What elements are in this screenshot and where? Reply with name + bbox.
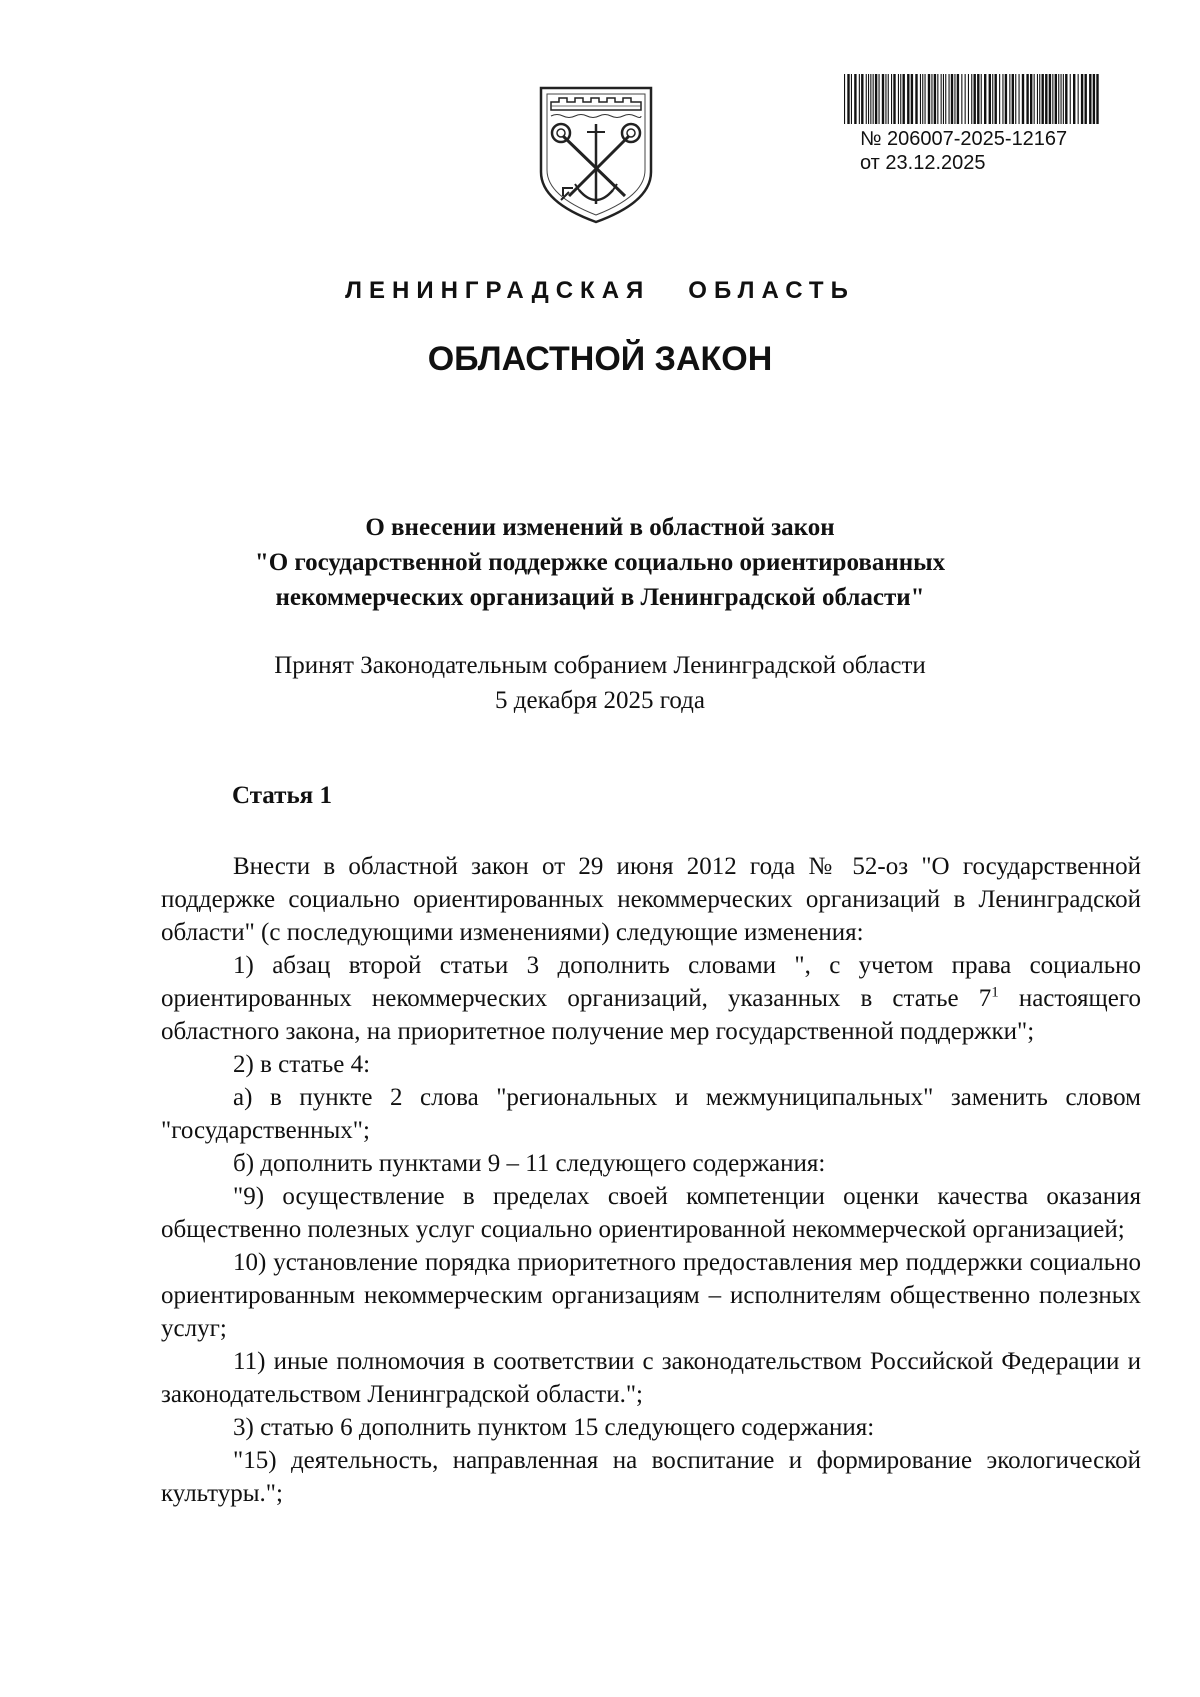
barcode-bar bbox=[1093, 74, 1095, 124]
paragraph: 11) иные полномочия в соответствии с законодательством Российской Федерации и законодательством Ленинградской области."; bbox=[161, 1348, 1141, 1408]
paragraph: "15) деятельность, направленная на воспитание и формирование экологической культуры."; bbox=[161, 1447, 1141, 1507]
paragraph: Внести в областной закон от 29 июня 2012 года № 52-оз "О государственной поддержке социально ориентированных некоммерческих организаций в Ленинградской области" (с последующими изменениями) следующие изменения: bbox=[161, 853, 1141, 946]
region-word-1: ЛЕНИНГРАДСКАЯ bbox=[345, 277, 651, 304]
barcode-bar bbox=[937, 74, 938, 124]
barcode-bar bbox=[1030, 74, 1032, 124]
barcode-bar bbox=[981, 74, 982, 124]
barcode-bar bbox=[943, 74, 944, 124]
barcode-bar bbox=[851, 74, 852, 124]
barcode-bar bbox=[1065, 74, 1067, 124]
barcode-bar bbox=[866, 74, 867, 124]
barcode-bar bbox=[1073, 74, 1075, 124]
barcode-bar bbox=[1037, 74, 1038, 124]
barcode-bar bbox=[934, 74, 936, 124]
registration-info bbox=[860, 127, 1067, 175]
barcode-bar bbox=[984, 74, 986, 124]
barcode-bar bbox=[954, 74, 955, 124]
barcode-bar bbox=[1002, 74, 1003, 124]
barcode-bar bbox=[1005, 74, 1007, 124]
paragraph bbox=[161, 949, 1141, 1048]
barcode-bar bbox=[920, 74, 921, 124]
registration-number: № 206007-2025-12167 bbox=[860, 128, 1068, 150]
barcode-bar bbox=[945, 74, 946, 124]
article-body bbox=[161, 850, 1141, 1510]
paragraph: а) в пункте 2 слова "региональных и межмуниципальных" заменить словом "государственных"; bbox=[161, 1084, 1141, 1144]
barcode-bar bbox=[1055, 74, 1057, 124]
barcode-bar bbox=[1061, 74, 1062, 124]
registration-date: от 23.12.2025 bbox=[860, 152, 986, 174]
barcode-icon bbox=[842, 74, 1102, 124]
barcode-bar bbox=[854, 74, 856, 124]
paragraph: 3) статью 6 дополнить пунктом 15 следующего содержания: bbox=[233, 1414, 875, 1441]
barcode-bar bbox=[1019, 74, 1020, 124]
barcode-bar bbox=[903, 74, 905, 124]
adoption-date: 5 декабря 2025 года bbox=[495, 687, 705, 714]
barcode-bar bbox=[922, 74, 923, 124]
barcode-bar bbox=[957, 74, 959, 124]
paragraph-text: настоящего областного закона, на приоритетное получение мер государственной поддержки"; bbox=[161, 985, 1141, 1045]
barcode-bar bbox=[928, 74, 930, 124]
barcode-bar bbox=[1063, 74, 1064, 124]
adoption-note bbox=[120, 648, 1080, 718]
barcode-bar bbox=[951, 74, 953, 124]
barcode-bar bbox=[974, 74, 976, 124]
barcode-bar bbox=[1078, 74, 1079, 124]
barcode-bar bbox=[965, 74, 966, 124]
barcode-bar bbox=[931, 74, 932, 124]
barcode-bar bbox=[949, 74, 950, 124]
barcode-bar bbox=[873, 74, 874, 124]
law-title bbox=[120, 510, 1080, 615]
barcode-bar bbox=[925, 74, 926, 124]
barcode-bar bbox=[995, 74, 997, 124]
region-heading bbox=[0, 277, 1200, 305]
barcode-bar bbox=[1049, 74, 1051, 124]
barcode-bar bbox=[911, 74, 913, 124]
barcode-bar bbox=[900, 74, 901, 124]
barcode-bar bbox=[941, 74, 942, 124]
paragraph: 2) в статье 4: bbox=[233, 1051, 371, 1078]
barcode-bar bbox=[989, 74, 991, 124]
paragraph-text: 1) абзац второй статьи 3 дополнить словами ", с учетом права социально ориентированных некоммерческих организаций, указанных в статье 7 bbox=[161, 952, 1141, 1012]
barcode-bar bbox=[898, 74, 899, 124]
barcode-bar bbox=[999, 74, 1000, 124]
barcode-bar bbox=[1012, 74, 1014, 124]
barcode-bar bbox=[875, 74, 877, 124]
barcode-bar bbox=[861, 74, 863, 124]
barcode-bar bbox=[891, 74, 892, 124]
barcode-bar bbox=[844, 74, 845, 124]
article-heading: Статья 1 bbox=[232, 782, 332, 809]
barcode-bar bbox=[888, 74, 889, 124]
adoption-line: Принят Законодательным собранием Ленинградской области bbox=[274, 652, 926, 679]
coat-of-arms-icon bbox=[535, 84, 657, 226]
barcode-bar bbox=[1026, 74, 1028, 124]
barcode-bar bbox=[870, 74, 871, 124]
barcode-bar bbox=[1009, 74, 1010, 124]
paragraph: 10) установление порядка приоритетного предоставления мер поддержки социально ориентированным некоммерческим организациям – исполнителям общественно полезных услуг; bbox=[161, 1249, 1141, 1342]
paragraph: б) дополнить пунктами 9 – 11 следующего содержания: bbox=[233, 1150, 826, 1177]
law-title-line: некоммерческих организаций в Ленинградской области" bbox=[275, 584, 925, 611]
barcode-bar bbox=[1096, 74, 1098, 124]
barcode-bar bbox=[1039, 74, 1040, 124]
law-title-line: О внесении изменений в областной закон bbox=[365, 514, 835, 541]
law-title-line: "О государственной поддержке социально ориентированных bbox=[254, 549, 946, 576]
barcode-bar bbox=[1089, 74, 1091, 124]
barcode-bar bbox=[1081, 74, 1083, 124]
barcode-bar bbox=[1034, 74, 1035, 124]
barcode-bar bbox=[859, 74, 860, 124]
barcode-bar bbox=[1045, 74, 1047, 124]
barcode-bar bbox=[907, 74, 909, 124]
barcode-bar bbox=[868, 74, 869, 124]
barcode-bar bbox=[1058, 74, 1059, 124]
barcode-bar bbox=[915, 74, 917, 124]
barcode-bar bbox=[1070, 74, 1071, 124]
barcode-bar bbox=[992, 74, 993, 124]
region-word-2: ОБЛАСТЬ bbox=[688, 277, 855, 304]
document-type: ОБЛАСТНОЙ ЗАКОН bbox=[427, 340, 773, 378]
barcode-bar bbox=[885, 74, 886, 124]
barcode-bar bbox=[1015, 74, 1016, 124]
barcode-bar bbox=[1042, 74, 1044, 124]
barcode-bar bbox=[893, 74, 895, 124]
superscript: 1 bbox=[991, 984, 999, 1001]
barcode-bar bbox=[879, 74, 880, 124]
paragraph: "9) осуществление в пределах своей компетенции оценки качества оказания общественно полезных услуг социально ориентированной некоммерческой организацией; bbox=[161, 1183, 1141, 1243]
barcode-bar bbox=[961, 74, 962, 124]
barcode-bar bbox=[1085, 74, 1087, 124]
barcode-bar bbox=[971, 74, 972, 124]
barcode-bar bbox=[977, 74, 979, 124]
barcode-bar bbox=[968, 74, 969, 124]
barcode-bar bbox=[882, 74, 884, 124]
barcode-bar bbox=[1052, 74, 1053, 124]
barcode-bar bbox=[847, 74, 849, 124]
barcode-bar bbox=[1022, 74, 1024, 124]
